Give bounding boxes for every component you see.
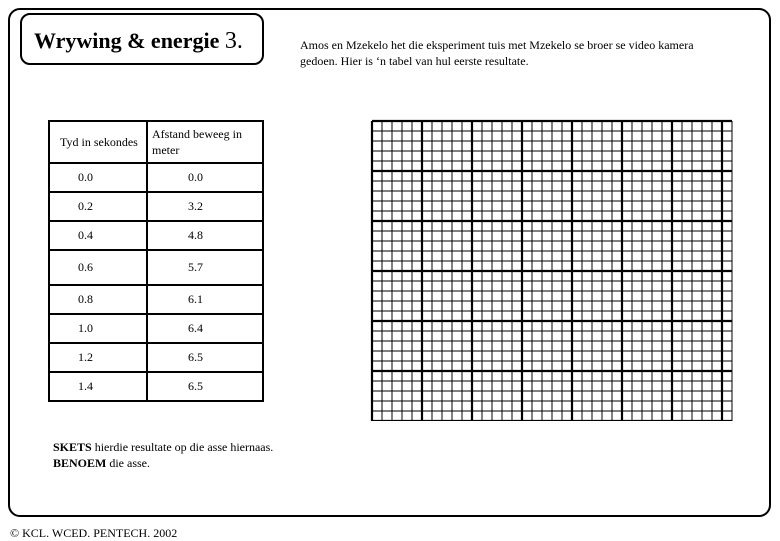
time-cell: 0.8 [49,285,147,314]
distance-cell: 6.5 [147,343,263,372]
results-table [48,120,264,402]
distance-cell: 6.5 [147,372,263,401]
table-row [49,372,263,401]
sketch-keyword: SKETS [53,440,92,454]
distance-cell: 0.0 [147,163,263,192]
distance-cell: 4.8 [147,221,263,250]
instructions [53,439,273,471]
time-cell: 0.4 [49,221,147,250]
copyright-footer: © KCL. WCED. PENTECH. 2002 [10,526,178,540]
distance-cell: 3.2 [147,192,263,221]
table-row [49,343,263,372]
table-row [49,221,263,250]
instruction-line-2 [53,455,273,471]
table-row [49,314,263,343]
sketch-text: hierdie resultate op die asse hiernaas. [91,440,274,454]
time-cell: 1.4 [49,372,147,401]
header-time: Tyd in sekondes [49,121,147,163]
table-row [49,192,263,221]
distance-cell: 5.7 [147,250,263,285]
title-text: Wrywing & energie [34,28,220,53]
table-row [49,285,263,314]
table-header-row [49,121,263,163]
instruction-line-1 [53,439,273,455]
label-text: die asse. [106,456,150,470]
time-cell: 0.0 [49,163,147,192]
time-cell: 1.2 [49,343,147,372]
label-keyword: BENOEM [53,456,107,470]
time-cell: 0.6 [49,250,147,285]
worksheet-title [34,28,243,55]
distance-cell: 6.4 [147,314,263,343]
time-cell: 1.0 [49,314,147,343]
table-row [49,250,263,285]
intro-text: Amos en Mzekelo het die eksperiment tuis met Mzekelo se broer se video kamera gedoen. Hier is ‘n tabel van hul eerste resultate. [300,38,694,68]
title-number: 3. [224,28,243,54]
time-cell: 0.2 [49,192,147,221]
header-distance: Afstand beweeg in meter [147,121,263,163]
table-row [49,163,263,192]
graph-paper-grid[interactable] [370,119,736,421]
distance-cell: 6.1 [147,285,263,314]
